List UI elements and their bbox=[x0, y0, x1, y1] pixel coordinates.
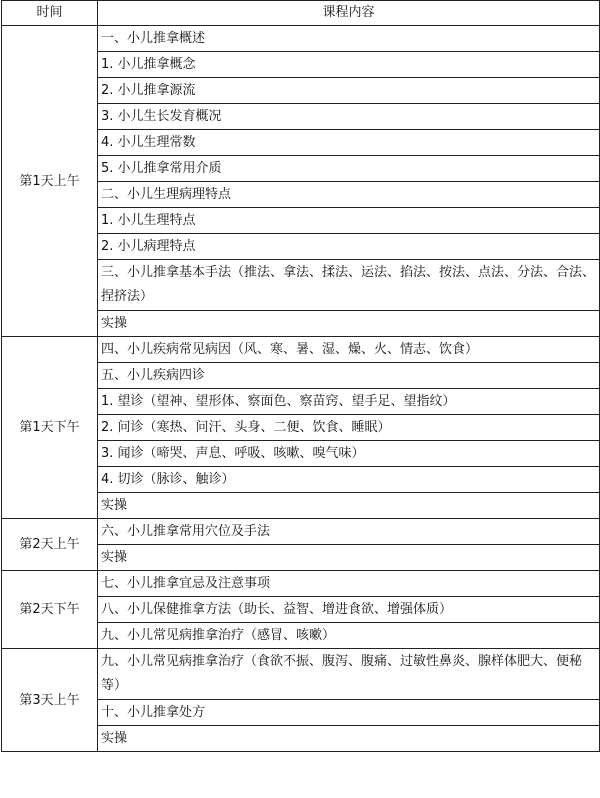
course-item: 九、小儿常见病推拿治疗（感冒、咳嗽） bbox=[98, 623, 600, 649]
course-item: 4. 小儿生理常数 bbox=[98, 130, 600, 156]
session-time: 第2天下午 bbox=[2, 571, 98, 649]
table-row bbox=[2, 337, 600, 363]
course-item: 五、小儿疾病四诊 bbox=[98, 363, 600, 389]
course-item: 5. 小儿推拿常用介质 bbox=[98, 156, 600, 182]
header-content: 课程内容 bbox=[98, 1, 600, 26]
course-item: 1. 小儿推拿概念 bbox=[98, 52, 600, 78]
table-row bbox=[2, 519, 600, 545]
course-item: 三、小儿推拿基本手法（推法、拿法、揉法、运法、掐法、按法、点法、分法、合法、捏挤法） bbox=[98, 260, 600, 311]
course-item: 实操 bbox=[98, 726, 600, 752]
table-row bbox=[2, 26, 600, 52]
course-item: 实操 bbox=[98, 545, 600, 571]
session-time: 第2天上午 bbox=[2, 519, 98, 571]
course-schedule-table bbox=[1, 0, 600, 752]
session-time: 第1天上午 bbox=[2, 26, 98, 337]
course-item: 四、小儿疾病常见病因（风、寒、暑、湿、燥、火、情志、饮食） bbox=[98, 337, 600, 363]
course-item: 3. 小儿生长发育概况 bbox=[98, 104, 600, 130]
header-time: 时间 bbox=[2, 1, 98, 26]
course-item: 一、小儿推拿概述 bbox=[98, 26, 600, 52]
course-item: 2. 小儿病理特点 bbox=[98, 234, 600, 260]
course-item: 二、小儿生理病理特点 bbox=[98, 182, 600, 208]
course-item: 六、小儿推拿常用穴位及手法 bbox=[98, 519, 600, 545]
table-row bbox=[2, 571, 600, 597]
course-item: 十、小儿推拿处方 bbox=[98, 700, 600, 726]
course-item: 3. 闻诊（啼哭、声息、呼吸、咳嗽、嗅气味） bbox=[98, 441, 600, 467]
course-item: 2. 问诊（寒热、问汗、头身、二便、饮食、睡眠） bbox=[98, 415, 600, 441]
header-row bbox=[2, 1, 600, 26]
course-item: 1. 望诊（望神、望形体、察面色、察苗窍、望手足、望指纹） bbox=[98, 389, 600, 415]
session-time: 第1天下午 bbox=[2, 337, 98, 519]
course-item: 实操 bbox=[98, 493, 600, 519]
course-item: 4. 切诊（脉诊、触诊） bbox=[98, 467, 600, 493]
course-item: 2. 小儿推拿源流 bbox=[98, 78, 600, 104]
course-item: 实操 bbox=[98, 311, 600, 337]
course-item: 七、小儿推拿宜忌及注意事项 bbox=[98, 571, 600, 597]
course-item: 1. 小儿生理特点 bbox=[98, 208, 600, 234]
course-item: 九、小儿常见病推拿治疗（食欲不振、腹泻、腹痛、过敏性鼻炎、腺样体肥大、便秘等） bbox=[98, 649, 600, 700]
session-time: 第3天上午 bbox=[2, 649, 98, 752]
table-row bbox=[2, 649, 600, 700]
course-item: 八、小儿保健推拿方法（助长、益智、增进食欲、增强体质） bbox=[98, 597, 600, 623]
